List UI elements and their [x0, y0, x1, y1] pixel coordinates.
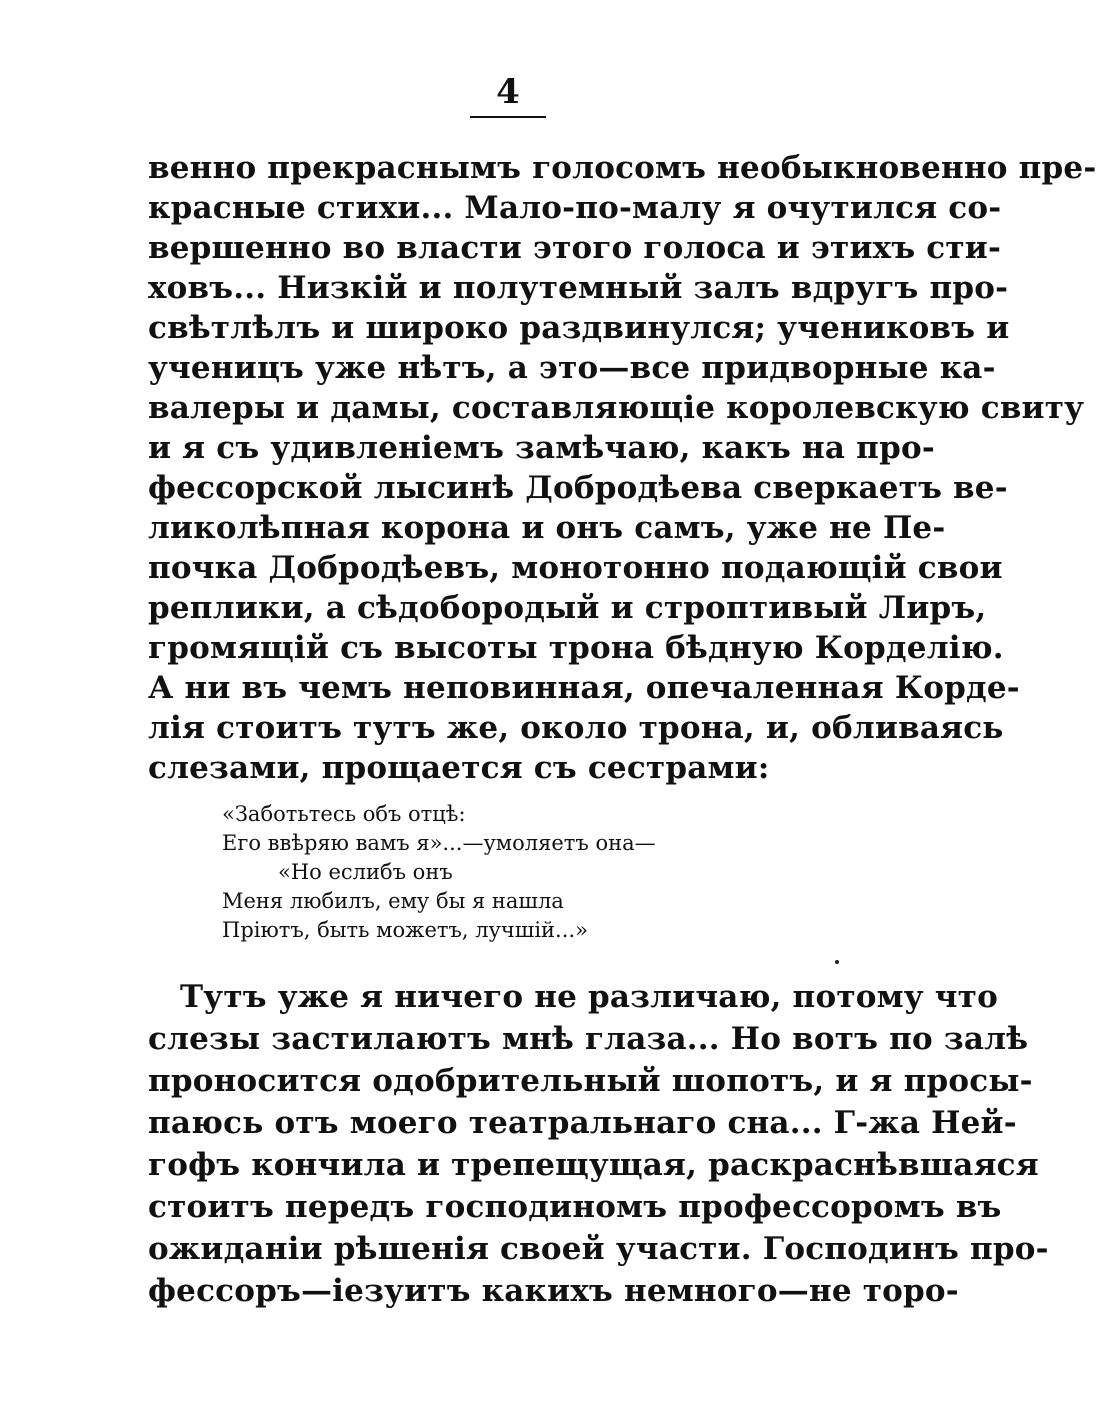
- text-line: ожиданіи рѣшенія своей участи. Господинъ про-: [148, 1231, 1049, 1267]
- text-line: слезами, прощается съ сестрами:: [148, 750, 770, 786]
- text-line: венно прекраснымъ голосомъ необыкновенно пре-: [148, 150, 1096, 186]
- text-line: ученицъ уже нѣтъ, а это—все придворные ка-: [148, 350, 996, 386]
- page-number-rule: [470, 116, 546, 118]
- text-line: проносится одобрительный шопотъ, и я просы-: [148, 1063, 1033, 1099]
- text-line: лія стоитъ тутъ же, около трона, и, обливаясь: [148, 710, 1004, 746]
- paragraph-1: [148, 148, 1096, 788]
- text-line: фессорской лысинѣ Добродѣева сверкаетъ ве-: [148, 470, 1008, 506]
- text-line: ликолѣпная корона и онъ самъ, уже не Пе-: [148, 510, 946, 546]
- text-line: реплики, а сѣдобородый и строптивый Лиръ,: [148, 590, 987, 626]
- text-line: громящій съ высоты трона бѣдную Корделію.: [148, 630, 1004, 666]
- text-line: валеры и дамы, составляющіе королевскую свиту: [148, 390, 1085, 426]
- text-line: красные стихи... Мало-по-малу я очутился со-: [148, 190, 1002, 226]
- text-line: слезы застилаютъ мнѣ глаза... Но вотъ по залѣ: [148, 1021, 1029, 1057]
- verse-quote: [222, 800, 782, 945]
- text-line: и я съ удивленіемъ замѣчаю, какъ на про-: [148, 430, 935, 466]
- text-line: гофъ кончила и трепещущая, раскраснѣвшаяся: [148, 1147, 1039, 1183]
- verse-line: «Но еслибъ онъ: [278, 860, 453, 884]
- verse-line: Меня любилъ, ему бы я нашла: [222, 889, 564, 913]
- text-line: фессоръ—іезуитъ какихъ немного—не торо-: [148, 1273, 959, 1309]
- text-line: Тутъ уже я ничего не различаю, потому что: [180, 979, 998, 1015]
- text-line: паюсь отъ моего театральнаго сна... Г-жа Ней-: [148, 1105, 1017, 1141]
- verse-line: «Заботьтесь объ отцѣ:: [222, 802, 466, 826]
- print-speck: [835, 960, 839, 964]
- text-line: А ни въ чемъ неповинная, опечаленная Корде-: [148, 670, 1020, 706]
- text-line: свѣтлѣлъ и широко раздвинулся; учениковъ и: [148, 310, 1010, 346]
- page-number: 4: [496, 72, 520, 112]
- paragraph-2: [148, 976, 1049, 1312]
- text-line: ховъ... Низкій и полутемный залъ вдругъ про-: [148, 270, 1009, 306]
- text-line: стоитъ передъ господиномъ профессоромъ въ: [148, 1189, 1002, 1225]
- text-line: вершенно во власти этого голоса и этихъ сти-: [148, 230, 1002, 266]
- text-line: почка Добродѣевъ, монотонно подающій свои: [148, 550, 1003, 586]
- verse-line: Его ввѣряю вамъ я»...—умоляетъ она—: [222, 831, 656, 855]
- verse-line: Пріютъ, быть можетъ, лучшій...»: [222, 918, 588, 942]
